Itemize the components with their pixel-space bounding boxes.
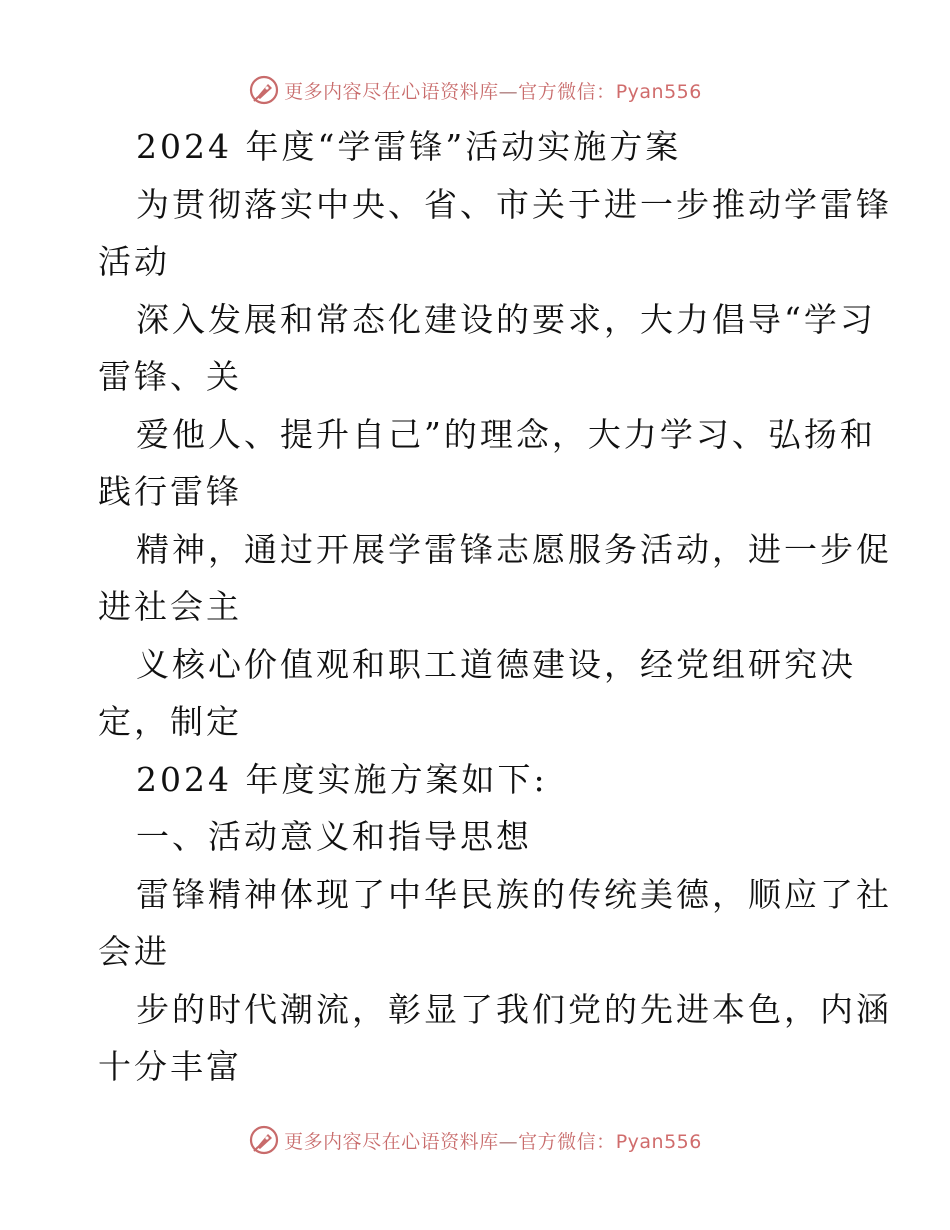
- document-line: 2024 年度实施方案如下:: [136, 759, 548, 799]
- watermark-header: [0, 70, 950, 110]
- document-line: 爱他人、提升自己”的理念，大力学习、弘扬和: [136, 414, 876, 454]
- pen-nib-logo-icon: [248, 1124, 280, 1156]
- document-line: 雷锋精神体现了中华民族的传统美德，顺应了社: [136, 874, 892, 914]
- pen-nib-logo-icon: [248, 74, 280, 106]
- watermark-text: [284, 1127, 702, 1154]
- document-line: 雷锋、关: [98, 357, 242, 396]
- watermark-text: [284, 77, 702, 104]
- document-line: 进社会主: [98, 587, 242, 626]
- watermark-wechat-id: Pyan556: [615, 80, 702, 103]
- document-line: 活动: [98, 242, 170, 281]
- watermark-site-name: 更多内容尽在心语资料库: [284, 80, 499, 103]
- document-line: 为贯彻落实中央、省、市关于进一步推动学雷锋: [136, 184, 892, 224]
- document-line: 深入发展和常态化建设的要求，大力倡导“学习: [136, 299, 876, 339]
- watermark-site-name: 更多内容尽在心语资料库: [284, 1130, 499, 1153]
- watermark-footer: [0, 1120, 950, 1160]
- document-line: 义核心价值观和职工道德建设，经党组研究决: [136, 644, 856, 684]
- watermark-official-label: 官方微信：: [518, 1130, 616, 1153]
- document-line: 定，制定: [98, 702, 242, 741]
- watermark-separator: —: [498, 1130, 519, 1153]
- watermark-separator: —: [498, 80, 519, 103]
- document-line: 一、活动意义和指导思想: [136, 817, 532, 856]
- watermark-wechat-id: Pyan556: [615, 1130, 702, 1153]
- document-line: 十分丰富: [98, 1047, 242, 1086]
- document-body: [98, 118, 892, 1096]
- document-line: 2024 年度“学雷锋”活动实施方案: [136, 127, 682, 166]
- document-line: 会进: [98, 932, 170, 971]
- document-line: 践行雷锋: [98, 472, 242, 511]
- document-line: 精神，通过开展学雷锋志愿服务活动，进一步促: [136, 529, 892, 569]
- document-line: 步的时代潮流，彰显了我们党的先进本色，内涵: [136, 989, 892, 1029]
- watermark-official-label: 官方微信：: [518, 80, 616, 103]
